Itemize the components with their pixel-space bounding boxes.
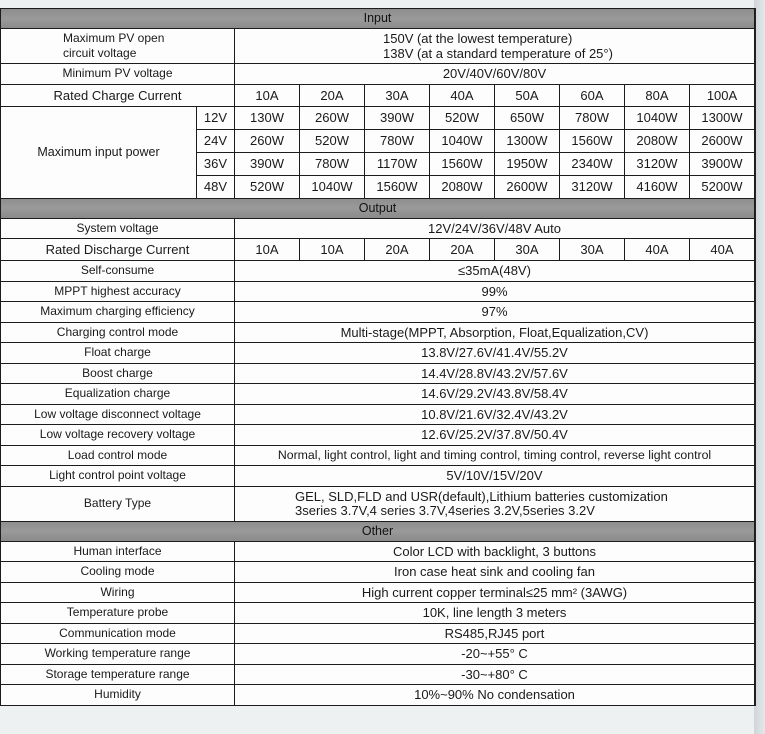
row-value: 13.8V/27.6V/41.4V/55.2V — [235, 343, 755, 364]
row-value: High current copper terminal≤25 mm² (3AWG) — [235, 582, 755, 603]
current-cell: 10A — [235, 239, 300, 261]
power-cell: 5200W — [690, 175, 755, 198]
power-cell: 2600W — [690, 129, 755, 152]
current-cell: 40A — [690, 239, 755, 261]
power-cell: 1040W — [625, 106, 690, 129]
power-cell: 1040W — [300, 175, 365, 198]
power-cell: 1560W — [365, 175, 430, 198]
power-cell: 780W — [365, 129, 430, 152]
power-cell: 1040W — [430, 129, 495, 152]
power-cell: 2080W — [430, 175, 495, 198]
voltage-cell: 12V — [197, 106, 235, 129]
row-value: RS485,RJ45 port — [235, 623, 755, 644]
row-value: 14.4V/28.8V/43.2V/57.6V — [235, 363, 755, 384]
spec-row-charging-control-mode — [1, 322, 755, 343]
row-value: 10.8V/21.6V/32.4V/43.2V — [235, 404, 755, 425]
voltage-cell: 36V — [197, 152, 235, 175]
row-value: 20V/40V/60V/80V — [235, 64, 755, 85]
row-label: Temperature probe — [1, 603, 235, 624]
spec-row-float-charge — [1, 343, 755, 364]
spec-row-humidity — [1, 685, 755, 706]
current-cell: 30A — [365, 84, 430, 106]
row-label: Equalization charge — [1, 384, 235, 405]
section-title: Output — [1, 198, 755, 218]
spec-row-max-input-power-12v — [1, 106, 755, 129]
row-label: Human interface — [1, 541, 235, 562]
power-cell: 520W — [300, 129, 365, 152]
row-value: 99% — [235, 281, 755, 302]
section-header-input — [1, 9, 755, 29]
power-cell: 1560W — [560, 129, 625, 152]
current-cell: 20A — [365, 239, 430, 261]
row-value: 14.6V/29.2V/43.8V/58.4V — [235, 384, 755, 405]
spec-row-low-voltage-recovery — [1, 425, 755, 446]
spec-row-working-temperature — [1, 644, 755, 665]
spec-row-rated-charge-current — [1, 84, 755, 106]
power-cell: 390W — [365, 106, 430, 129]
spec-row-system-voltage — [1, 218, 755, 239]
spec-row-boost-charge — [1, 363, 755, 384]
row-label: System voltage — [1, 218, 235, 239]
row-label: Communication mode — [1, 623, 235, 644]
current-cell: 20A — [430, 239, 495, 261]
power-cell: 2080W — [625, 129, 690, 152]
spec-row-cooling-mode — [1, 562, 755, 583]
row-value: 10K, line length 3 meters — [235, 603, 755, 624]
spec-row-min-pv-voltage — [1, 64, 755, 85]
voltage-cell: 24V — [197, 129, 235, 152]
section-title: Input — [1, 9, 755, 29]
spec-row-rated-discharge-current — [1, 239, 755, 261]
spec-row-equalization-charge — [1, 384, 755, 405]
power-cell: 1560W — [430, 152, 495, 175]
row-label — [1, 29, 235, 64]
row-label: Battery Type — [1, 486, 235, 521]
current-cell: 20A — [300, 84, 365, 106]
row-label: Maximum charging efficiency — [1, 302, 235, 323]
row-label: Boost charge — [1, 363, 235, 384]
section-title: Other — [1, 521, 755, 541]
current-cell: 50A — [495, 84, 560, 106]
power-cell: 2340W — [560, 152, 625, 175]
power-cell: 130W — [235, 106, 300, 129]
row-label: Load control mode — [1, 445, 235, 466]
row-value: Normal, light control, light and timing control, timing control, reverse light control — [235, 445, 755, 466]
section-header-output — [1, 198, 755, 218]
row-value: 12.6V/25.2V/37.8V/50.4V — [235, 425, 755, 446]
row-value: Color LCD with backlight, 3 buttons — [235, 541, 755, 562]
power-cell: 3120W — [560, 175, 625, 198]
row-value: 10%~90% No condensation — [235, 685, 755, 706]
row-label: Storage temperature range — [1, 664, 235, 685]
row-value: 97% — [235, 302, 755, 323]
spec-sheet — [0, 8, 756, 706]
spec-row-battery-type — [1, 486, 755, 521]
row-value: Multi-stage(MPPT, Absorption, Float,Equalization,CV) — [235, 322, 755, 343]
row-label: Maximum input power — [1, 106, 197, 198]
row-label: Minimum PV voltage — [1, 64, 235, 85]
spec-row-max-pv-open-voltage — [1, 29, 755, 64]
current-cell: 10A — [300, 239, 365, 261]
row-value: 12V/24V/36V/48V Auto — [235, 218, 755, 239]
row-value — [235, 29, 755, 64]
power-cell: 260W — [235, 129, 300, 152]
row-label: Cooling mode — [1, 562, 235, 583]
power-cell: 520W — [430, 106, 495, 129]
label-line: Maximum PV open — [63, 31, 165, 45]
power-cell: 1300W — [495, 129, 560, 152]
power-cell: 780W — [560, 106, 625, 129]
row-label: MPPT highest accuracy — [1, 281, 235, 302]
value-line: 3series 3.7V,4 series 3.7V,4series 3.2V,5series 3.2V — [295, 502, 595, 518]
power-cell: 3120W — [625, 152, 690, 175]
row-label: Humidity — [1, 685, 235, 706]
row-label: Working temperature range — [1, 644, 235, 665]
row-value: -30~+80° C — [235, 664, 755, 685]
row-value: -20~+55° C — [235, 644, 755, 665]
spec-row-storage-temperature — [1, 664, 755, 685]
row-label: Charging control mode — [1, 322, 235, 343]
spec-row-wiring — [1, 582, 755, 603]
current-cell: 100A — [690, 84, 755, 106]
spec-row-self-consume — [1, 261, 755, 282]
power-cell: 1300W — [690, 106, 755, 129]
spec-row-max-charging-efficiency — [1, 302, 755, 323]
current-cell: 10A — [235, 84, 300, 106]
power-cell: 390W — [235, 152, 300, 175]
spec-row-communication-mode — [1, 623, 755, 644]
row-label: Rated Charge Current — [1, 84, 235, 106]
power-cell: 1170W — [365, 152, 430, 175]
row-label: Low voltage disconnect voltage — [1, 404, 235, 425]
value-line: 150V (at the lowest temperature) — [383, 31, 573, 46]
spec-row-light-control-point-voltage — [1, 466, 755, 487]
spec-row-low-voltage-disconnect — [1, 404, 755, 425]
current-cell: 60A — [560, 84, 625, 106]
spec-row-mppt-accuracy — [1, 281, 755, 302]
spec-row-human-interface — [1, 541, 755, 562]
row-value — [235, 486, 755, 521]
current-cell: 40A — [430, 84, 495, 106]
row-label: Self-consume — [1, 261, 235, 282]
row-label: Low voltage recovery voltage — [1, 425, 235, 446]
power-cell: 260W — [300, 106, 365, 129]
current-cell: 30A — [560, 239, 625, 261]
row-label: Light control point voltage — [1, 466, 235, 487]
value-line: GEL, SLD,FLD and USR(default),Lithium batteries customization — [295, 488, 668, 504]
current-cell: 80A — [625, 84, 690, 106]
row-value: ≤35mA(48V) — [235, 261, 755, 282]
power-cell: 780W — [300, 152, 365, 175]
power-cell: 1950W — [495, 152, 560, 175]
spec-table — [0, 8, 755, 706]
power-cell: 2600W — [495, 175, 560, 198]
row-value: 5V/10V/15V/20V — [235, 466, 755, 487]
value-line: 138V (at a standard temperature of 25°) — [383, 46, 613, 61]
row-label: Rated Discharge Current — [1, 239, 235, 261]
current-cell: 40A — [625, 239, 690, 261]
power-cell: 520W — [235, 175, 300, 198]
power-cell: 3900W — [690, 152, 755, 175]
section-header-other — [1, 521, 755, 541]
spec-row-load-control-mode — [1, 445, 755, 466]
power-cell: 4160W — [625, 175, 690, 198]
row-label: Wiring — [1, 582, 235, 603]
row-label: Float charge — [1, 343, 235, 364]
row-value: Iron case heat sink and cooling fan — [235, 562, 755, 583]
label-line: circuit voltage — [63, 46, 137, 60]
power-cell: 650W — [495, 106, 560, 129]
current-cell: 30A — [495, 239, 560, 261]
voltage-cell: 48V — [197, 175, 235, 198]
spec-row-temperature-probe — [1, 603, 755, 624]
